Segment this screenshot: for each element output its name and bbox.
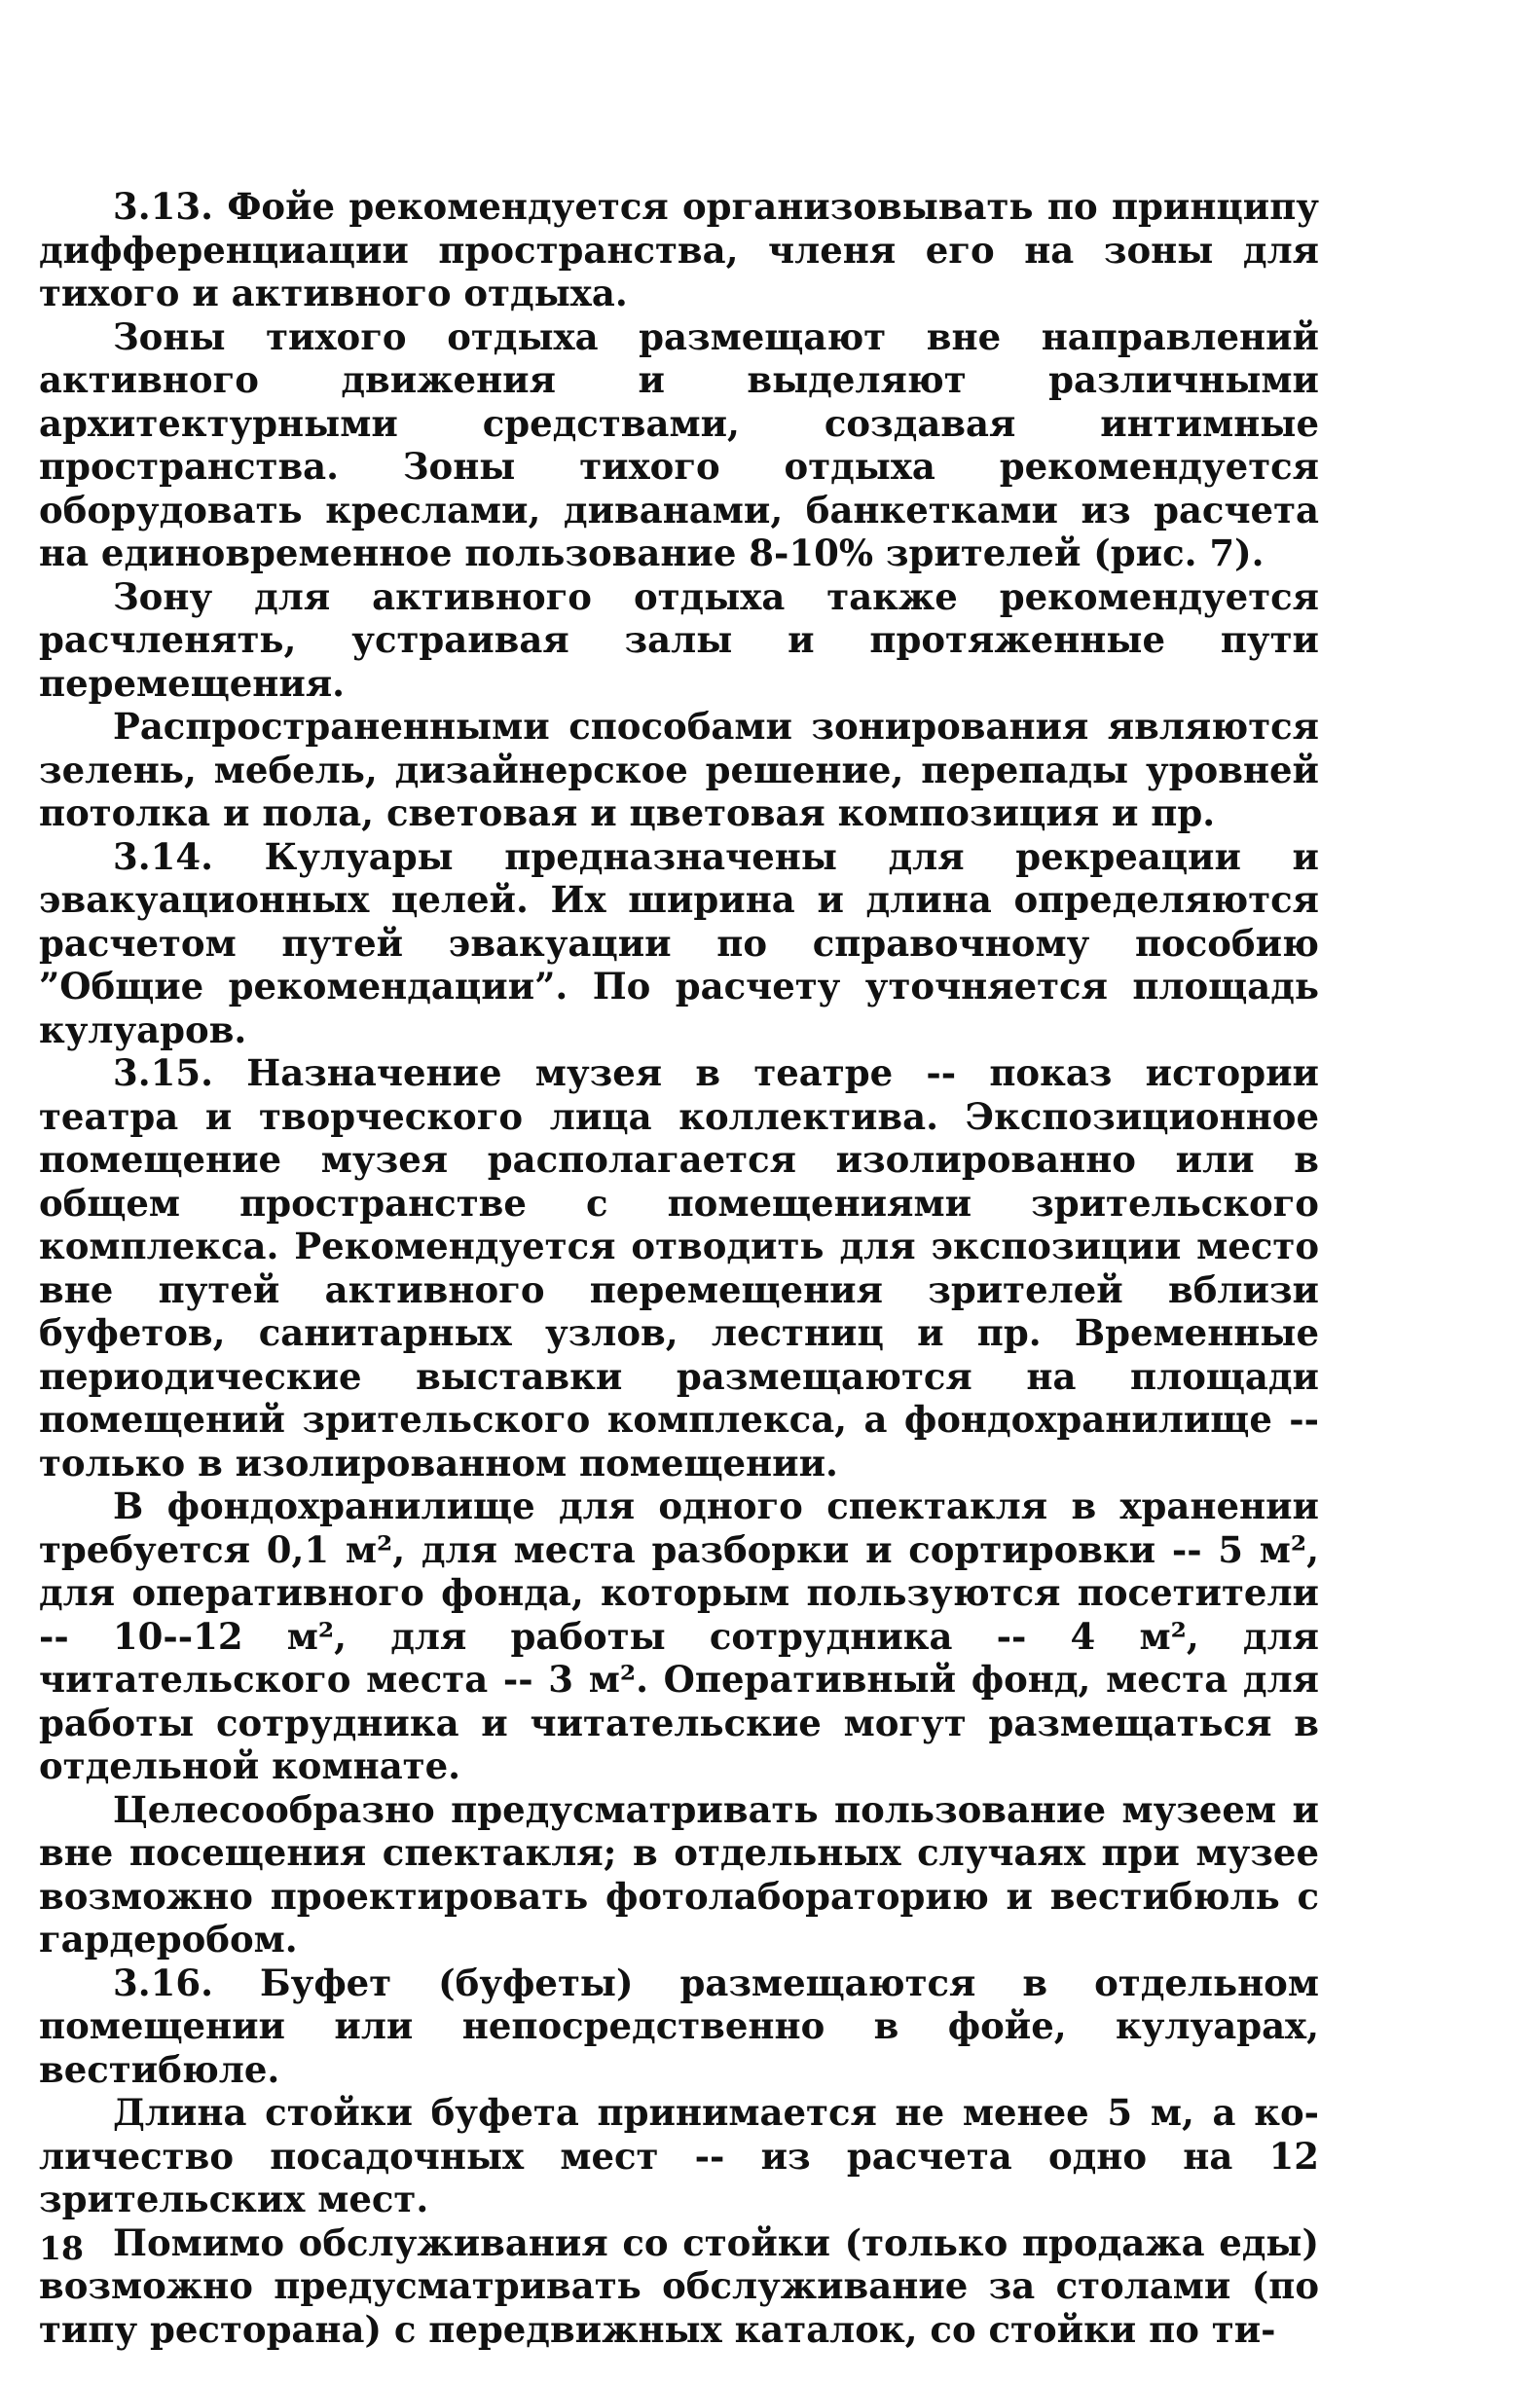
section-number: 3.14.: [113, 834, 213, 878]
page-number: 18: [39, 2229, 84, 2267]
paragraph-3-15: [39, 1051, 1319, 1485]
paragraph-text: Длина стойки буфета принимается не менее 5 м, а количество посадочных мест -- из расчета одно на 12 зрительских мест.: [39, 2091, 1319, 2220]
paragraph-text: Целесообразно предусматривать пользование музеем и вне посещения спектакля; в отдельных случаях при музее возможно проектировать фотолабораторию и вестибюль с гардеробом.: [39, 1787, 1319, 1961]
paragraph-text: Зоны тихого отдыха размещают вне направлений активного движения и выделяют различными архитектурными средствами, создавая интимные пространства. Зоны тихого отдыха рекомендуется оборудовать креслами, диванами, банкетками из расчета на единовременное пользование 8-10% зрителей (рис. 7).: [39, 314, 1319, 574]
paragraph-3-13: [39, 185, 1319, 315]
paragraph-active-zone: [39, 575, 1319, 706]
paragraph-text: Буфет (буфеты) размещаются в отдельном помещении или непосредственно в фойе, кулуарах, вестибюле.: [39, 1961, 1319, 2091]
paragraph-text: Помимо обслуживания со стойки (только продажа еды) возможно предусматривать обслуживание за столами (по типу ресторана) с передвижных каталок, со стойки по ти-: [39, 2220, 1319, 2351]
paragraph-storage: [39, 1485, 1319, 1788]
paragraph-3-16: [39, 1961, 1319, 2092]
paragraph-text: Назначение музея в театре -- показ истории театра и творческого лица коллектива. Экспозиционное помещение музея располагается изолированно или в общем пространстве с помещениями зрительского комплекса. Рекомендуется отводить для экспозиции место вне путей активного перемещения зрителей вблизи буфетов, санитарных узлов, лестниц и пр. Временные периодические выставки размещаются на площади помещений зрительского комплекса, а фондохранилище -- только в изолированном помещении.: [39, 1051, 1319, 1485]
paragraph-zoning-methods: [39, 705, 1319, 835]
paragraph-3-14: [39, 835, 1319, 1052]
paragraph-quiet-zones: [39, 315, 1319, 575]
paragraph-museum-use: [39, 1788, 1319, 1961]
paragraph-text: Распространенными способами зонирования являются зелень, мебель, дизайнерское решение, перепады уровней потолка и пола, световая и цветовая композиция и пр.: [39, 705, 1319, 834]
section-number: 3.13.: [113, 185, 213, 228]
paragraph-text: Фойе рекомендуется организовывать по принципу дифференциации пространства, членя его на зоны для тихого и активного отдыха.: [39, 185, 1319, 314]
paragraph-counter-length: [39, 2091, 1319, 2221]
paragraph-text: Кулуары предназначены для рекреации и эвакуационных целей. Их ширина и длина определяются расчетом путей эвакуации по справочному пособию ”Общие рекомендации”. По расчету уточняется площадь кулуаров.: [39, 834, 1319, 1051]
section-number: 3.16.: [113, 1961, 213, 2004]
page-body-text: [39, 185, 1319, 2351]
section-number: 3.15.: [113, 1051, 213, 1094]
paragraph-text: В фондохранилище для одного спектакля в хранении требуется 0,1 м², для места разборки и сортировки -- 5 м², для оперативного фонда, которым пользуются посетители -- 10--12 м², для работы сотрудника -- 4 м², для читательского места -- 3 м². Оперативный фонд, места для работы сотрудника и читательские могут размещаться в отдельной комнате.: [39, 1485, 1319, 1787]
paragraph-text: Зону для активного отдыха также рекомендуется расчленять, устраивая залы и протяженные пути перемещения.: [39, 574, 1319, 705]
paragraph-service: [39, 2221, 1319, 2352]
